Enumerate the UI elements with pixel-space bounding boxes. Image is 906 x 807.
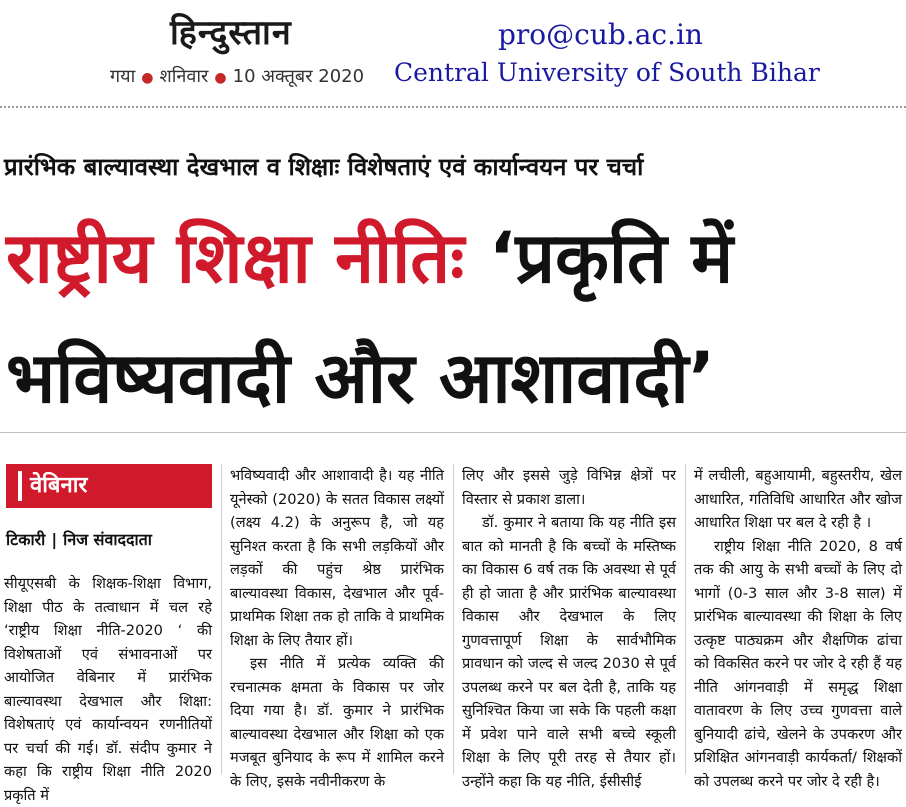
byline-place: टिकारी <box>6 530 46 549</box>
article-kicker: प्रारंभिक बाल्यावस्था देखभाल व शिक्षाः विशेषताएं एवं कार्यान्वयन पर चर्चा <box>4 153 644 181</box>
bullet-icon: ● <box>141 70 154 86</box>
paper-name: हिन्दुस्तान <box>170 13 292 53</box>
paragraph: राष्ट्रीय शिक्षा नीति 2020, 8 वर्ष तक की आयु के सभी बच्चों के लिए दो भागों (0-3 साल और 3-8 साल) में प्रारंभिक बाल्यावस्था की शिक्षा के लिए उत्कृष्ट पाठ्यक्रम और शैक्षणिक ढांचा को विकसित करने पर जोर दे रही हैं यह नीति आंगनवाड़ी में समृद्ध शिक्षा वातावरण के लिए उच्च गुणवत्ता वाले बुनियादी ढांचे, खेलने के उपकरण और प्रशिक्षित आंगनवाड़ी कार्यकर्ता/ शिक्षकों को उपलब्ध करने पर जोर दे रही है। <box>694 537 902 790</box>
article-column-1 <box>4 572 212 807</box>
contact-organization: Central University of South Bihar <box>394 58 820 87</box>
paragraph: डॉ. कुमार ने बताया कि यह नीति इस बात को मानती है कि बच्चों के मस्तिष्क का विकास 6 वर्ष तक कि अवस्था से पूर्व ही हो जाता है और प्रारंभिक बाल्यावस्था विकास और देखभाल के लिए गुणवत्तापूर्ण शिक्षा के सार्वभौमिक प्रावधान को जल्द से जल्द 2030 से पूर्व उपलब्ध करने पर बल देती है, ताकि यह सुनिश्चित किया जा सके कि पहली कक्षा में प्रवेश पाने वाले सभी बच्चे स्कूली शिक्षा के लिए पूरी तरह से तैयार हों। उन्होंने कहा कि यह नीति, ईसीसीई <box>462 514 676 790</box>
headline-red-part: राष्ट्रीय शिक्षा नीतिः <box>6 217 465 299</box>
byline-author: निज संवाददाता <box>63 530 152 549</box>
headline-line-1 <box>6 218 902 298</box>
dateline-day: शनिवार <box>159 66 209 87</box>
article-column-2 <box>230 464 444 793</box>
paragraph: भविष्यवादी और आशावादी है। यह नीति यूनेस्को (2020) के सतत विकास लक्ष्यों (लक्ष्य 4.2) के अनुरूप है, जो यह सुनिश्त करता है कि सभी लड़कियों और लड़कों की पहुंच श्रेष्ठ प्रारंभिक बाल्यावस्था विकास, देखभाल और पूर्व-प्राथमिक शिक्षा तक हो ताकि वे प्राथमिक शिक्षा के लिए तैयार हों। <box>230 467 444 649</box>
column-divider <box>685 464 686 774</box>
bullet-icon: ● <box>214 70 227 86</box>
article-column-4 <box>694 464 902 793</box>
dateline <box>110 64 364 88</box>
divider <box>0 106 906 108</box>
dateline-city: गया <box>110 66 136 87</box>
headline-line-2: भविष्यवादी और आशावादी’ <box>6 337 716 419</box>
column-divider <box>221 464 222 774</box>
paragraph: सीयूएसबी के शिक्षक-शिक्षा विभाग, शिक्षा पीठ के तत्वाधान में चल रहे ‘राष्ट्रीय शिक्षा नीति-2020 ‘ की विशेषताओं एवं संभावनाओं पर आयोजित वेबिनार में प्रारंभिक बाल्यावस्था देखभाल और शिक्षा: विशेषताएं एवं कार्यान्वयन रणनीतियों पर चर्चा की गई। डॉ. संदीप कुमार ने कहा कि राष्ट्रीय शिक्षा नीति 2020 प्रकृति में <box>4 575 212 804</box>
divider <box>0 432 906 433</box>
paragraph: लिए और इससे जुड़े विभिन्न क्षेत्रों पर विस्तार से प्रकाश डाला। <box>462 467 676 508</box>
section-tag <box>6 464 212 508</box>
column-divider <box>453 464 454 774</box>
tag-bar-icon <box>18 471 22 501</box>
paragraph: में लचीली, बहुआयामी, बहुस्तरीय, खेल आधारित, गतिविधि आधारित और खोज आधारित शिक्षा पर बल दे रही है । <box>694 467 902 531</box>
headline-black-part: ‘प्रकृति में <box>488 217 734 299</box>
section-tag-label: वेबिनार <box>30 473 88 498</box>
dateline-date: 10 अक्तूबर 2020 <box>232 66 365 87</box>
byline-separator: | <box>51 530 58 549</box>
contact-email: pro@cub.ac.in <box>498 18 703 51</box>
byline <box>6 528 212 550</box>
article-column-3 <box>462 464 676 793</box>
paragraph: इस नीति में प्रत्येक व्यक्ति की रचनात्मक क्षमता के विकास पर जोर दिया गया है। डॉ. कुमार ने प्रारंभिक बाल्यावस्था देखभाल और शिक्षा को एक मजबूत बुनियाद के रूप में शामिल करने के लिए, इसके नवीनीकरण के <box>230 655 444 790</box>
